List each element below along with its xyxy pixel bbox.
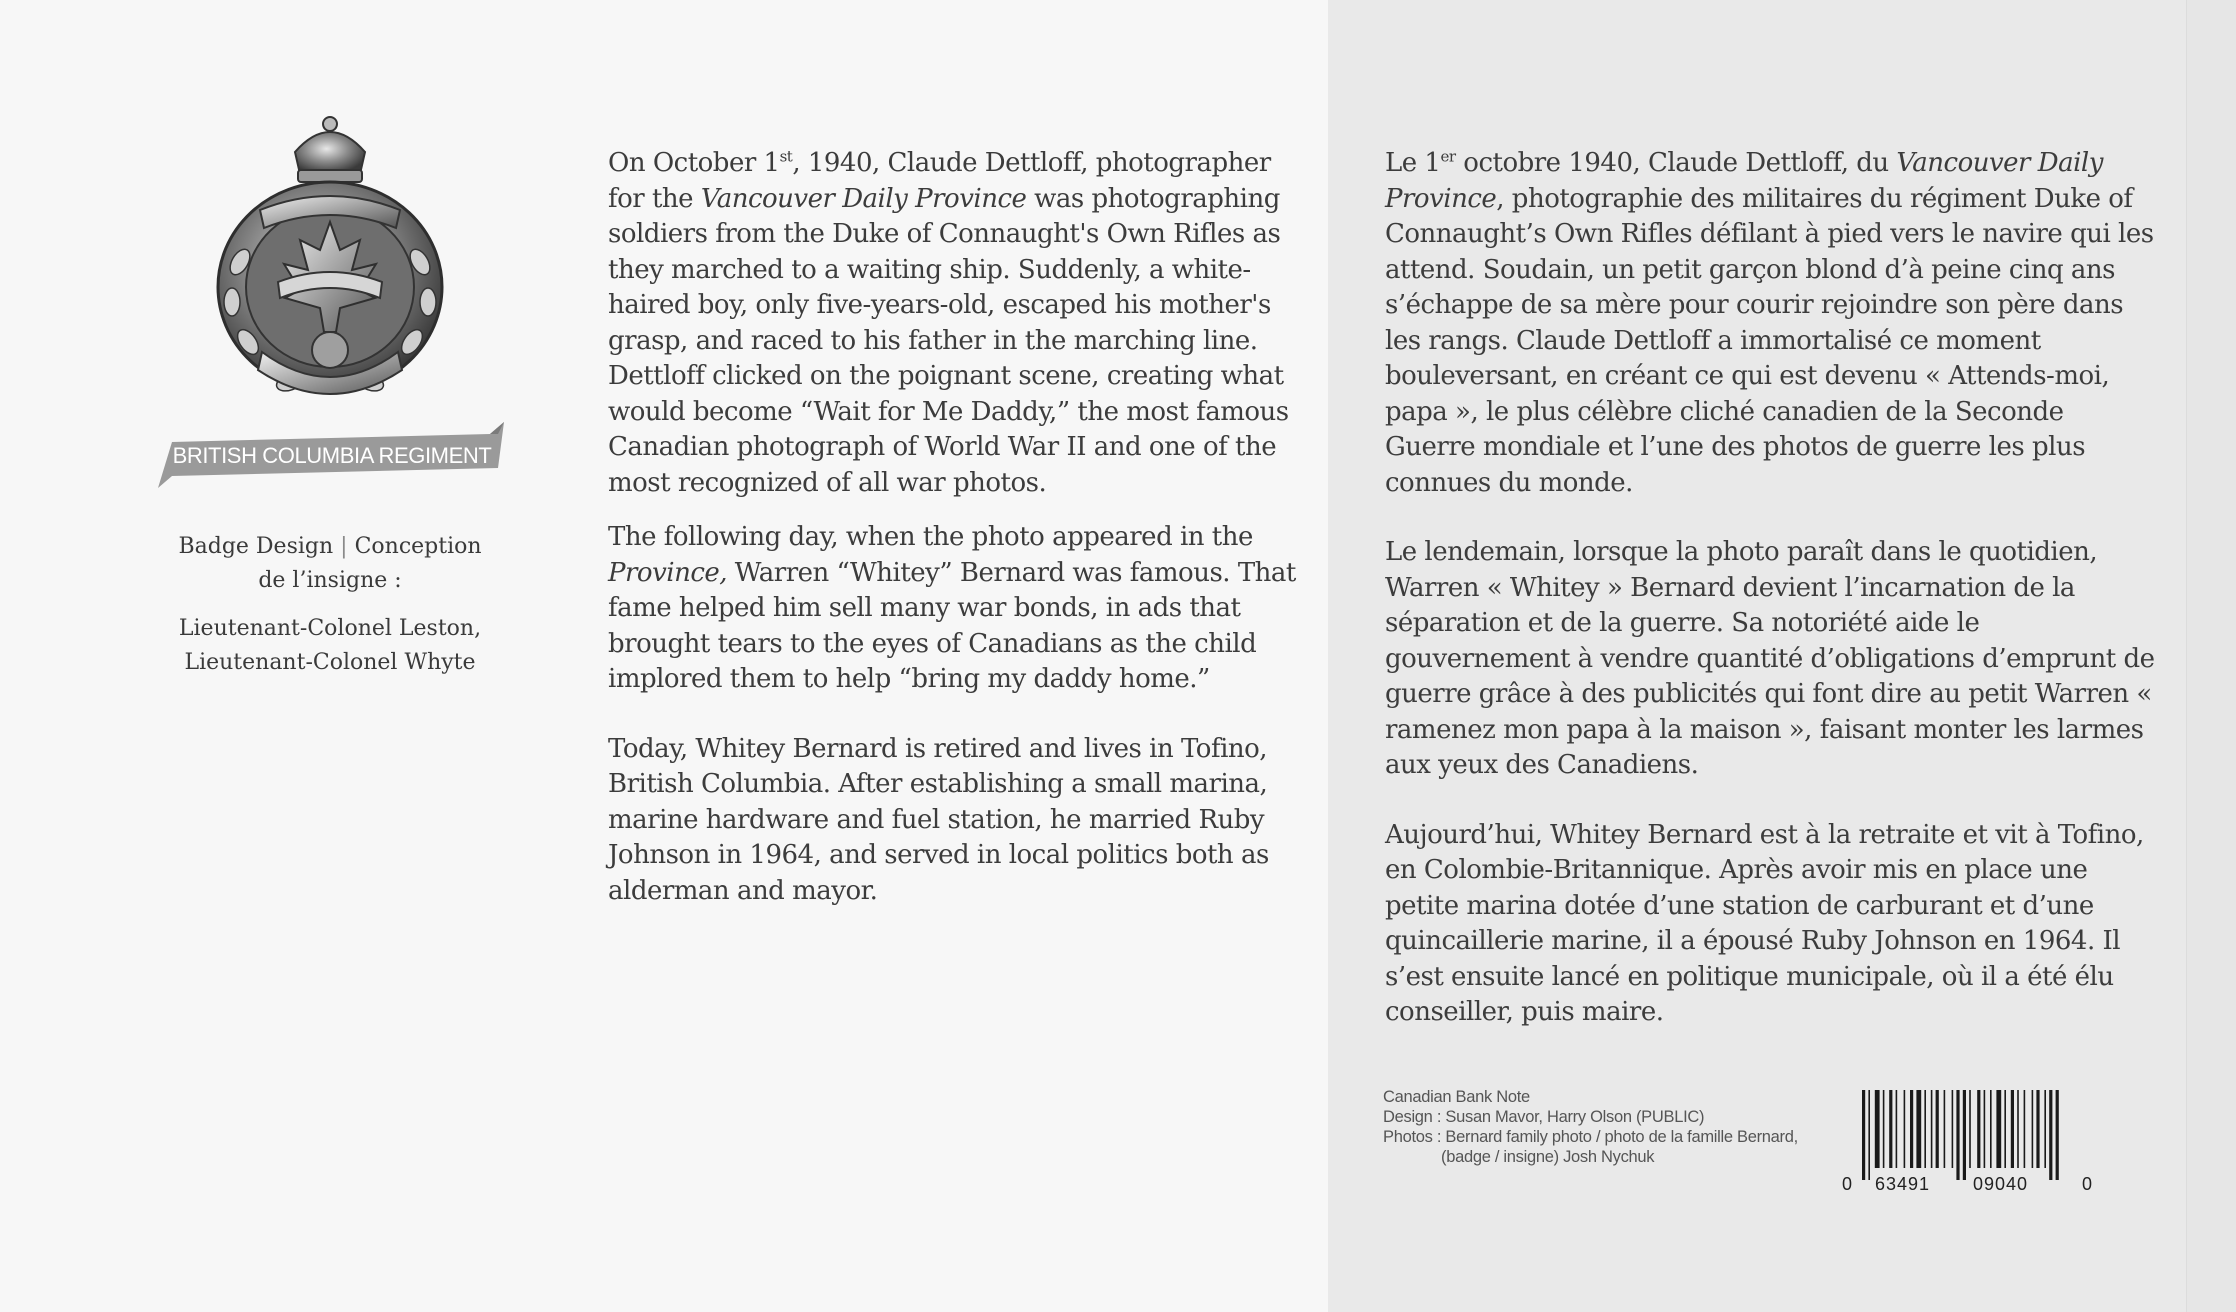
barcode-left-digit: 0 [1842, 1174, 1854, 1194]
english-paragraph-3: Today, Whitey Bernard is retired and lives in Tofino, British Columbia. After establishing a small marina, marine hardware and fuel station, he married Ruby Johnson in 1964, and served in local politics both as alderman and mayor. [608, 733, 1269, 906]
regiment-banner-text: BRITISH COLUMBIA REGIMENT [172, 443, 492, 468]
badge-design-credit [150, 530, 510, 680]
barcode-bar [1924, 1090, 1926, 1168]
imprint-design: Design : Susan Mavor, Harry Olson (PUBLIC) [1383, 1108, 1705, 1126]
barcode-bar [1969, 1090, 1971, 1168]
imprint-photos-1: Photos : Bernard family photo / photo de la famille Bernard, [1383, 1128, 1798, 1146]
barcode-right-digit: 0 [2082, 1174, 2094, 1194]
barcode-bar [1977, 1090, 1980, 1168]
regimental-badge-image [200, 112, 460, 412]
barcode-bar [1862, 1090, 1865, 1180]
french-text-column [1385, 146, 2155, 1065]
barcode-bar [2056, 1090, 2059, 1180]
barcode-bar [1883, 1090, 1885, 1168]
imprint-photos-2: (badge / insigne) Josh Nychuk [1441, 1148, 1655, 1166]
french-paragraph-1: Le 1er octobre 1940, Claude Dettloff, du Vancouver Daily Province, photographie des militaires du régiment Duke of Connaught’s Own Rifles défilant à pied vers le navire qui les attend. Soudain, un petit garçon blond d’à peine cinq ans s’échappe de sa mère pour courir rejoindre son père dans les rangs. Claude Dettloff a immortalisé ce moment bouleversant, en créant ce qui est devenu « Attends-moi, papa », le plus célèbre cliché canadien de la Seconde Guerre mondiale et l’une des photos de guerre les plus connues du monde. [1385, 147, 2154, 498]
designer-1: Lieutenant-Colonel Leston, [178, 616, 482, 641]
barcode-bar [2017, 1090, 2019, 1168]
barcode-bar [1996, 1090, 2001, 1168]
barcode-bar [1910, 1090, 1913, 1168]
barcode-bar [1952, 1090, 1954, 1168]
envelope-flap-edge [2186, 0, 2236, 1312]
barcode-group-1: 63491 [1875, 1174, 1931, 1194]
barcode-bar [1875, 1090, 1880, 1168]
english-text-column [608, 146, 1308, 928]
imprint-printer: Canadian Bank Note [1383, 1088, 1530, 1106]
barcode-bar [1984, 1090, 1986, 1168]
credit-label-en: Badge Design [178, 534, 334, 559]
barcode-bar [1904, 1090, 1906, 1168]
barcode-bar [2036, 1090, 2039, 1168]
barcode-bar [1896, 1090, 1898, 1168]
barcode-bar [1944, 1090, 1946, 1168]
barcode-bar [1936, 1090, 1939, 1168]
barcode-bar [1889, 1090, 1892, 1168]
imprint-credits [1383, 1087, 1823, 1167]
barcode-bar [1963, 1090, 1966, 1180]
barcode-group-2: 09040 [1973, 1174, 2029, 1194]
barcode-bar [1868, 1090, 1870, 1180]
barcode-bar [1916, 1090, 1921, 1168]
barcode-bar [2011, 1090, 2014, 1168]
english-paragraph-2: The following day, when the photo appeared in the Province, Warren “Whitey” Bernard was famous. That fame helped him sell many war bonds, in ads that brought tears to the eyes of Canadians as the child implored them to help “bring my daddy home.” [608, 522, 1296, 694]
credit-separator: | [340, 534, 348, 559]
barcode-bar [1956, 1090, 1959, 1180]
barcode-bar [2032, 1090, 2034, 1168]
barcode-bar [2049, 1090, 2052, 1180]
credit-label-fr-2: de l’insigne : [258, 568, 402, 593]
barcode-bar [1931, 1090, 1933, 1168]
barcode-bar [2044, 1090, 2046, 1168]
barcode-bar [2024, 1090, 2026, 1168]
english-paragraph-1: On October 1st, 1940, Claude Dettloff, photographer for the Vancouver Daily Province was photographing soldiers from the Duke of Connaught's Own Rifles as they marched to a waiting ship. Suddenly, a white-haired boy, only five-years-old, escaped his mother's grasp, and raced to his father in the marching line. Dettloff clicked on the poignant scene, creating what would become “Wait for Me Daddy,” the most famous Canadian photograph of World War II and one of the most recognized of all war photos. [608, 147, 1289, 498]
french-paragraph-2: Le lendemain, lorsque la photo paraît dans le quotidien, Warren « Whitey » Bernard devient l’incarnation de la séparation et de la guerre. Sa notoriété aide le gouvernement à vendre quantité d’obligations d’emprunt de guerre grâce à des publicités qui font dire au petit Warren « ramenez mon papa à la maison », faisant monter les larmes aux yeux des Canadiens. [1385, 537, 2155, 780]
barcode-bar [2004, 1090, 2006, 1168]
barcode-bar [1990, 1090, 1992, 1168]
designer-2: Lieutenant-Colonel Whyte [184, 650, 476, 675]
french-paragraph-3: Aujourd’hui, Whitey Bernard est à la retraite et vit à Tofino, en Colombie-Britannique. Après avoir mis en place une petite marina dotée d’une station de carburant et d’une quincaillerie marine, il a épousé Ruby Johnson en 1964. Il s’est ensuite lancé en politique municipale, où il a été élu conseiller, puis maire. [1385, 819, 2144, 1027]
credit-label-fr-1: Conception [354, 534, 482, 559]
